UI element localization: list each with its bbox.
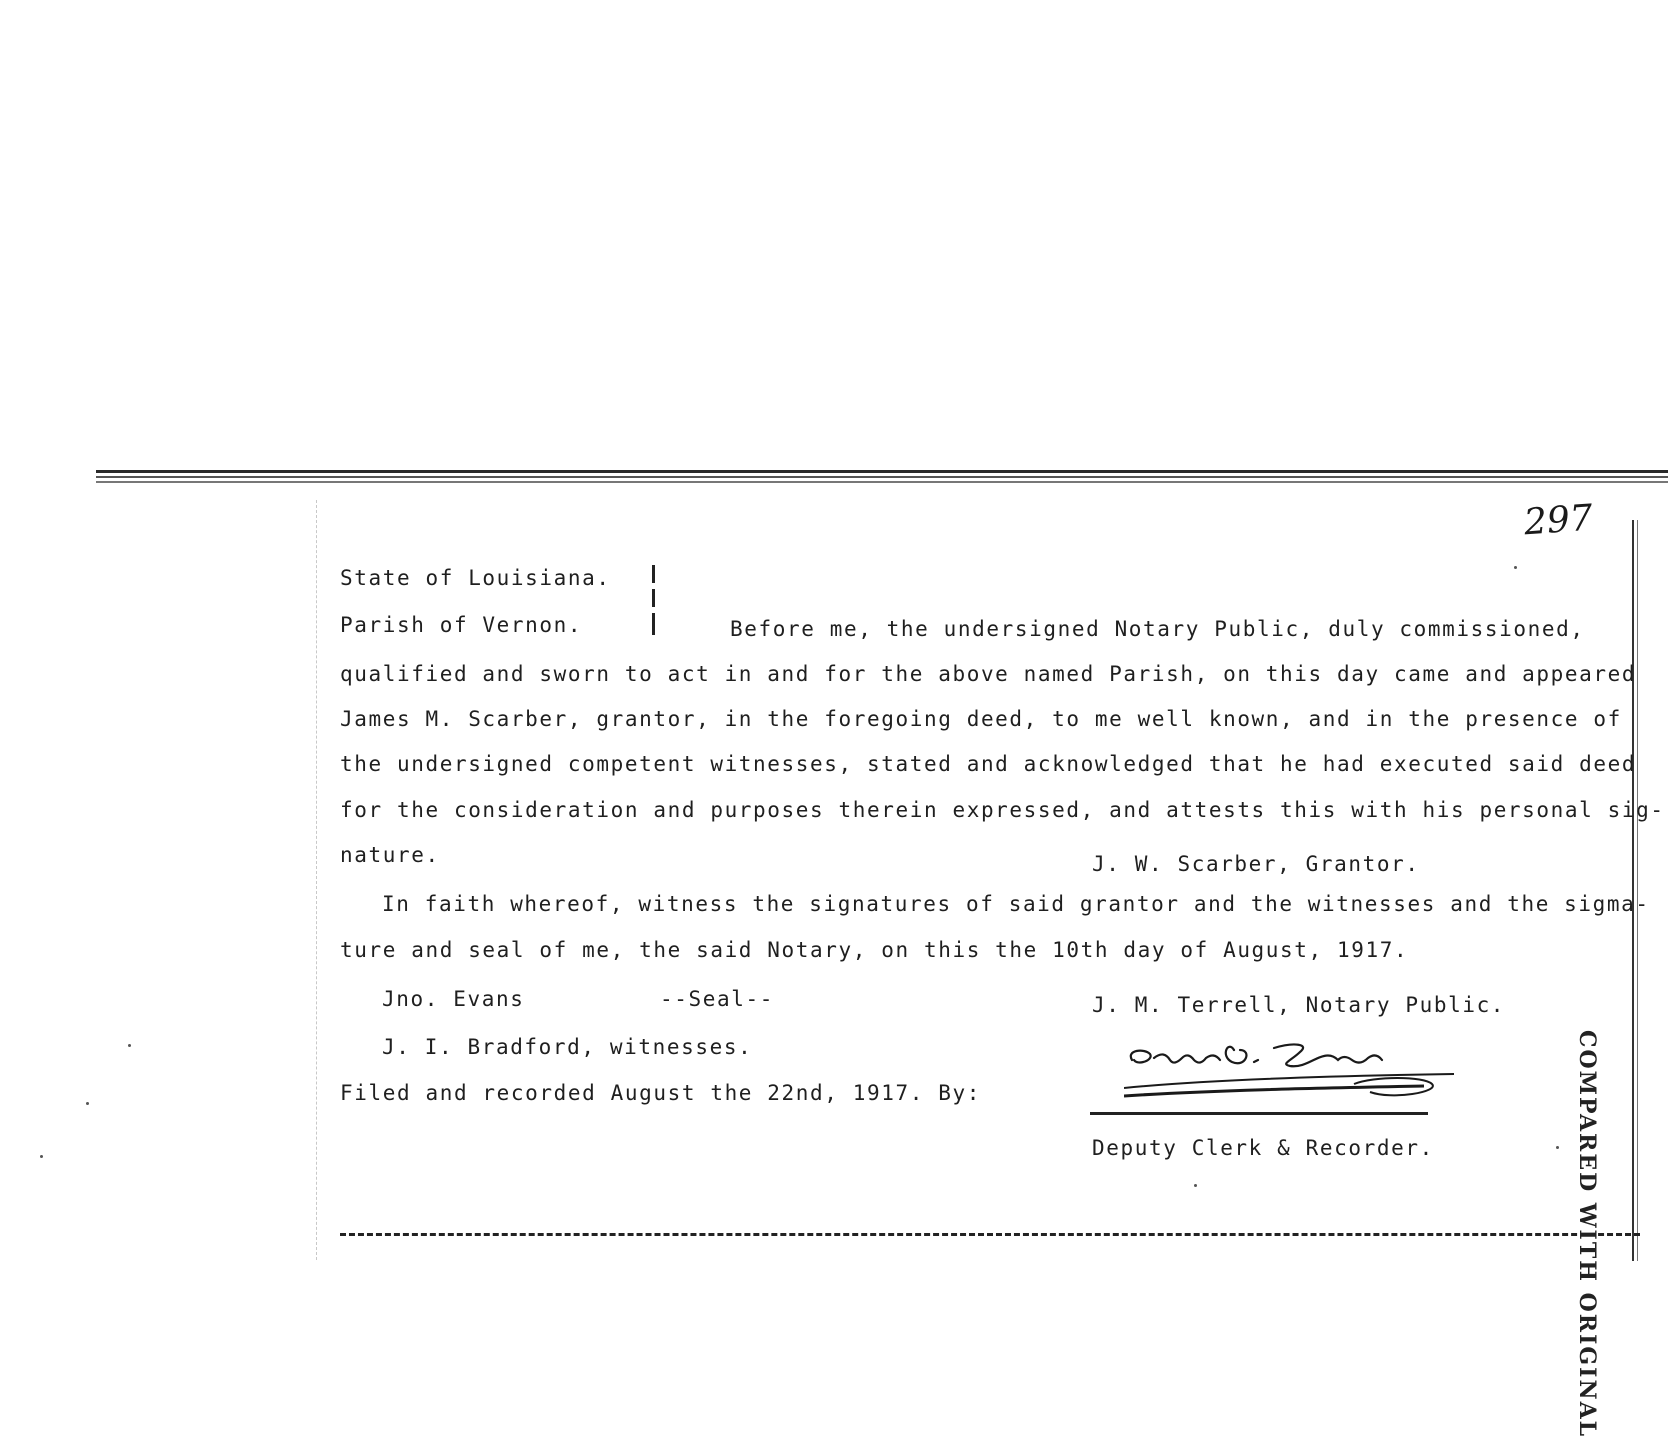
ink-speck <box>86 1102 89 1105</box>
seal-mark: --Seal-- <box>660 987 774 1011</box>
witness-name: Jno. Evans <box>382 987 525 1011</box>
ink-speck <box>1194 1184 1197 1187</box>
right-edge-rule <box>1637 520 1638 1261</box>
body-line: In faith whereof, witness the signatures of said grantor and the witnesses and the sigma- <box>382 892 1650 916</box>
body-line: nature. <box>340 843 440 867</box>
witness-name: J. I. Bradford, witnesses. <box>382 1035 753 1059</box>
page-number: 297 <box>1522 497 1595 544</box>
handwritten-signature <box>1124 1040 1464 1110</box>
compared-stamp: COMPARED WITH ORIGINAL <box>1574 1030 1600 1438</box>
top-rule-line <box>96 476 1668 478</box>
notary-signature-line: J. M. Terrell, Notary Public. <box>1092 993 1506 1017</box>
brace-mark <box>652 565 656 637</box>
bottom-dashed-rule <box>340 1233 1640 1236</box>
ink-speck <box>1556 1146 1559 1149</box>
deputy-clerk-line: Deputy Clerk & Recorder. <box>1092 1136 1434 1160</box>
body-line: qualified and sworn to act in and for the above named Parish, on this day came and appeared <box>340 662 1637 686</box>
filed-line: Filed and recorded August the 22nd, 1917. By: <box>340 1081 981 1105</box>
top-rule-line <box>96 470 1668 473</box>
body-line: Before me, the undersigned Notary Public, duly commissioned, <box>730 617 1585 641</box>
body-line: ture and seal of me, the said Notary, on this the 10th day of August, 1917. <box>340 938 1409 962</box>
grantor-signature-line: J. W. Scarber, Grantor. <box>1092 852 1420 876</box>
ink-speck <box>128 1044 131 1047</box>
ink-speck <box>1514 566 1517 569</box>
right-edge-rule <box>1632 520 1634 1261</box>
left-margin-rule <box>316 500 318 1260</box>
state-heading: State of Louisiana. <box>340 566 611 590</box>
signature-underline <box>1090 1112 1428 1115</box>
body-line: James M. Scarber, grantor, in the foregoing deed, to me well known, and in the presence of <box>340 707 1622 731</box>
parish-heading: Parish of Vernon. <box>340 613 583 637</box>
body-line: the undersigned competent witnesses, stated and acknowledged that he had executed said deed <box>340 752 1637 776</box>
ink-speck <box>40 1155 43 1158</box>
body-line: for the consideration and purposes therein expressed, and attests this with his personal sig- <box>340 798 1665 822</box>
top-rule-line <box>96 481 1668 483</box>
top-rule <box>96 470 1668 484</box>
